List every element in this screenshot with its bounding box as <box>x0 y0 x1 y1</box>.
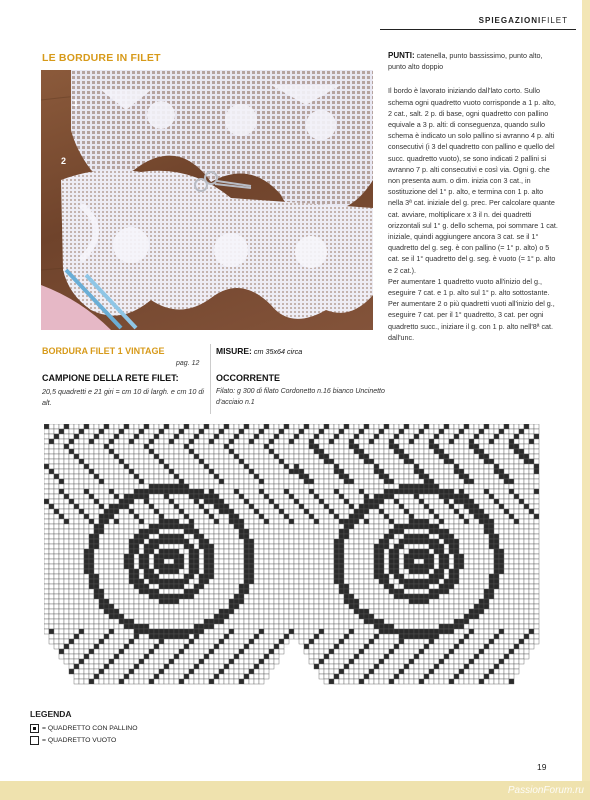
footer-band <box>0 781 590 800</box>
page-reference: pag. 12 <box>176 360 200 367</box>
photo-label-1: 1 <box>73 98 79 108</box>
section-header-bold: SPIEGAZIONI <box>478 16 542 25</box>
instructions-column <box>388 50 558 343</box>
legend-filled-label: = QUADRETTO CON PALLINO <box>42 725 138 732</box>
occorrente-title: OCCORRENTE <box>216 373 281 383</box>
instructions-paragraph-2: Per aumentare 1 quadretto vuoto all'inizio del g., eseguire 7 cat. e 1 p. alto sul 1° p. alto sottostante. Per aumentare 2 o più quadretti vuoti all'inizio del g., eseguire 7 cat. per il 1° quadretto, 3 cat. per ogni quadretto succ., iniziare il g. con 1 p. alto nell'8ª cat. dall'unc. <box>388 276 555 342</box>
header-rule <box>380 29 576 30</box>
punti-label: PUNTI: <box>388 51 415 60</box>
section-header-rest: FILET <box>541 16 568 25</box>
bordura-title: BORDURA FILET 1 VINTAGE <box>42 346 165 356</box>
page-number: 19 <box>537 762 547 772</box>
section-header <box>479 16 568 25</box>
column-divider <box>210 344 211 414</box>
legend-item-empty <box>30 736 116 745</box>
legend-empty-label: = QUADRETTO VUOTO <box>42 737 117 744</box>
legend-item-filled <box>30 724 138 733</box>
filet-chart <box>44 424 544 697</box>
page-title: LE BORDURE IN FILET <box>42 52 161 64</box>
lace-photo-illustration <box>41 70 373 330</box>
side-strip <box>582 0 590 800</box>
lace-photo <box>41 70 373 330</box>
punti-text: catenella, punto bassissimo, punto alto, punto alto doppio <box>388 51 543 72</box>
occorrente-text: Filato: g 300 di filato Cordonetto n.16 bianco Uncinetto d'acciaio n.1 <box>216 388 385 406</box>
instructions-paragraph-1: Il bordo è lavorato iniziando dall'lato corto. Sullo schema ogni quadretto vuoto corrisponde a 1 p. alto, 2 cat., salt. 2 p. di base, ogni quadretto con pallino equivale a 3 p. alti: di conseguenza, quando sullo schema è indicato un solo pallino si avranno 4 p. alti consecutivi (i 3 del quadretto con pallino e quello del succ. quadretto vuoto), se sono indicati 2 pallini si avranno 7 p. alti consecutivi e così via. Ogni g. che non presenta aum. o dim. inizia con 3 cat., in sostituzione del 1° p. alto, e termina con 1 p. alto nella 3ª cat. iniziale del g. prec. Per calcolare quante cat. avviare, moltiplicare x 3 il n. dei quadretti orizzontali sul 1° g. dello schema, poi sommare 1 cat. iniziale, quindi aggiungere ancora 3 cat. se il 1° quadretto del g. seg. è con pallino (= 1° p. alto) o 5 cat. se il 1° quadretto del g. seg. è vuoto (= 1° p. alto e 2 cat.). <box>388 86 558 275</box>
filled-square-icon <box>30 724 39 733</box>
misure-value: cm 35x64 circa <box>251 347 303 356</box>
empty-square-icon <box>30 736 39 745</box>
legend-title: LEGENDA <box>30 709 72 719</box>
campione-text: 20,5 quadretti e 21 giri = cm 10 di largh. e cm 10 di alt. <box>42 387 205 407</box>
watermark-logo: PassionForum.ru <box>507 785 584 796</box>
punti-paragraph <box>388 50 558 72</box>
misure-label: MISURE: <box>216 346 252 356</box>
photo-label-2: 2 <box>61 156 67 166</box>
campione-title: CAMPIONE DELLA RETE FILET: <box>42 373 179 383</box>
misure <box>216 346 302 356</box>
filet-chart-grid <box>44 424 544 692</box>
